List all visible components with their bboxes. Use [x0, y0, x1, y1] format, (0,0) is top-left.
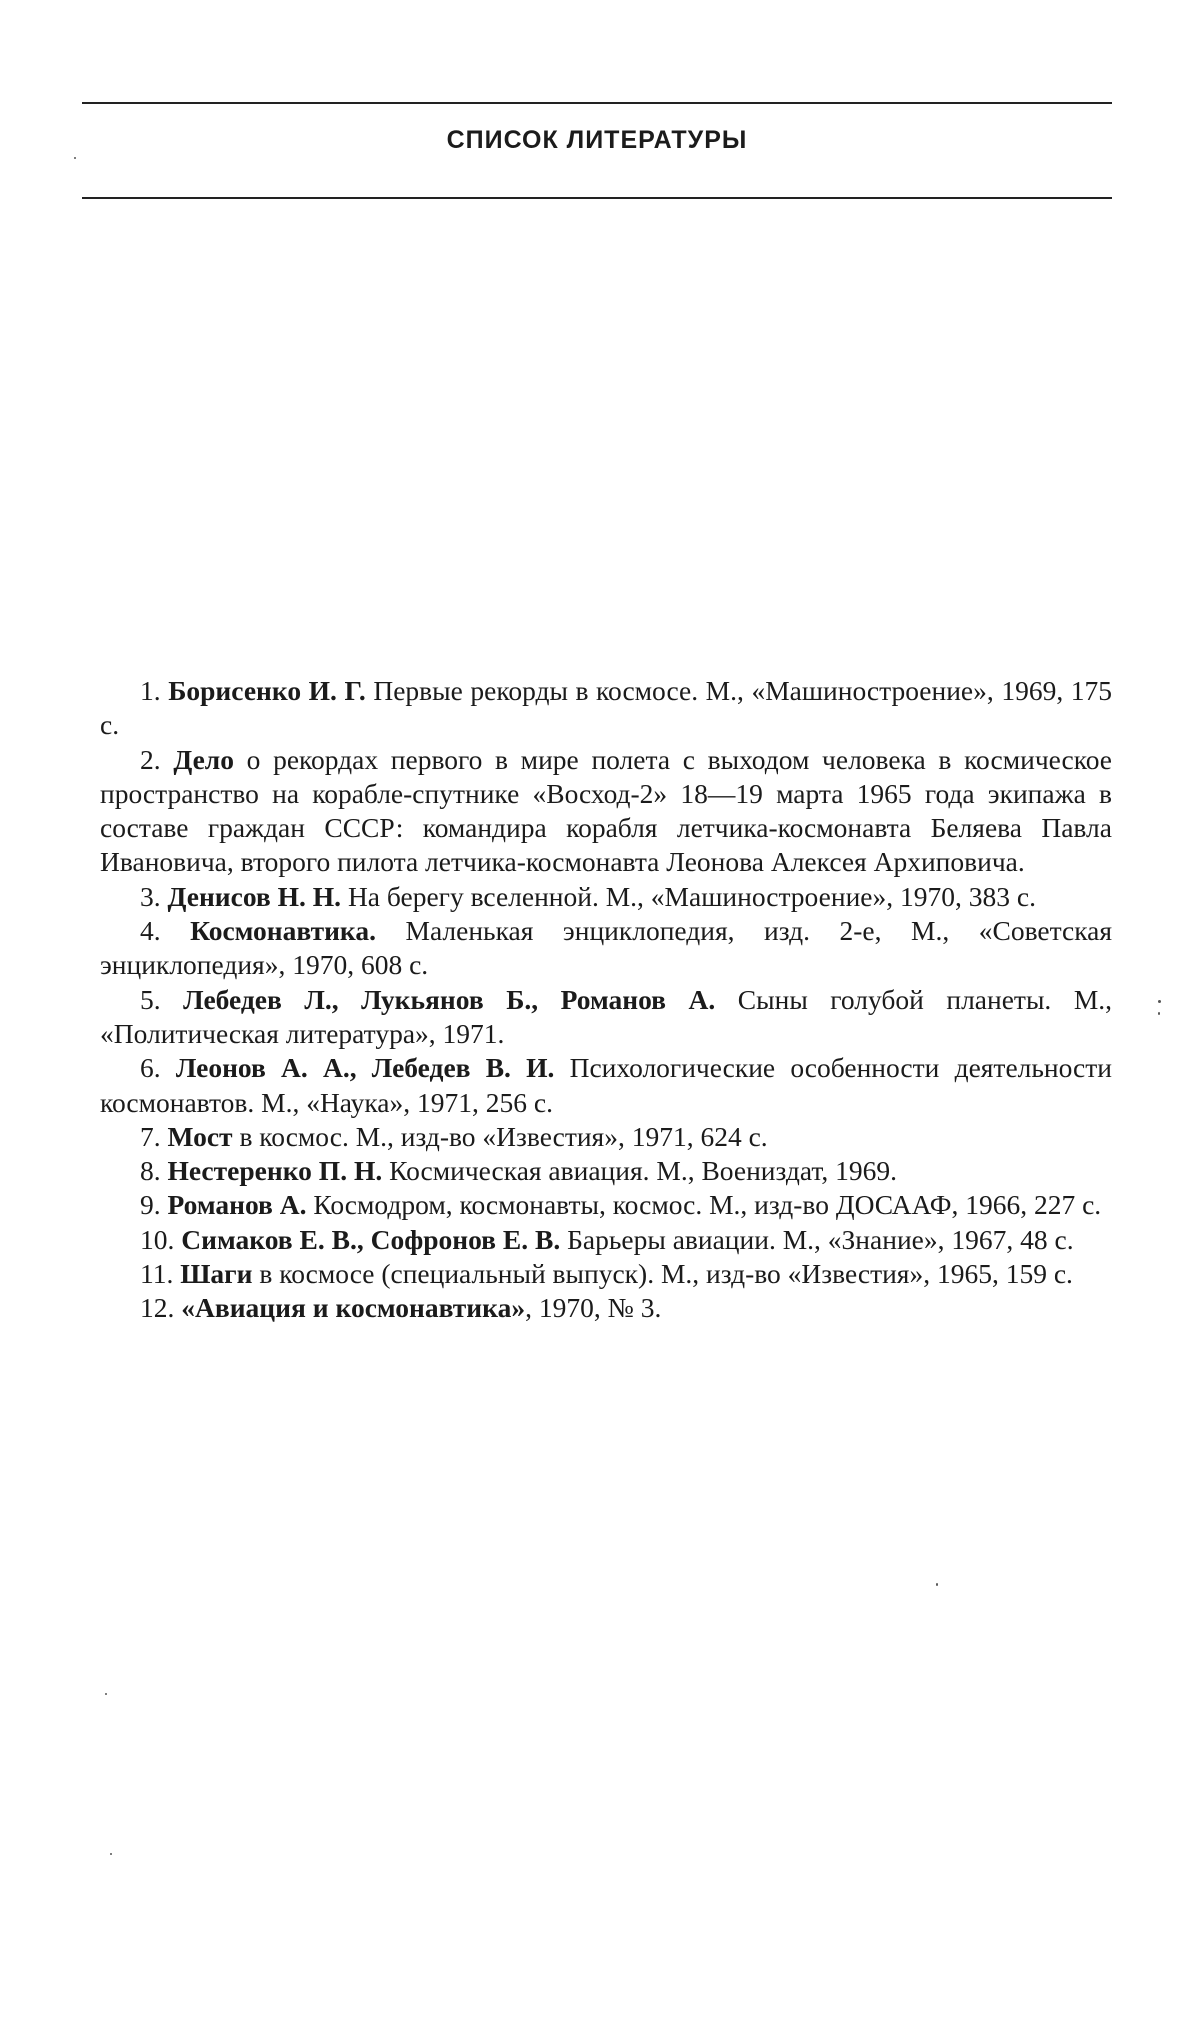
reference-author: Космонавтика. [190, 915, 376, 947]
reference-author: «Авиация и космонавтика» [181, 1292, 526, 1324]
reference-author: Шаги [180, 1258, 253, 1290]
scan-speck [110, 1853, 112, 1855]
reference-text: , 1970, № 3. [525, 1292, 662, 1324]
reference-number: 12. [140, 1292, 175, 1324]
reference-text: Космодром, космонавты, космос. М., изд-во ДОСААФ, 1966, 227 с. [306, 1189, 1102, 1221]
reference-text: в космосе (специальный выпуск). М., изд-во «Известия», 1965, 159 с. [252, 1258, 1073, 1290]
reference-number: 6. [140, 1052, 161, 1084]
reference-number: 8. [140, 1155, 161, 1187]
reference-number: 1. [140, 675, 161, 706]
reference-number: 11. [140, 1258, 174, 1290]
reference-author: Дело [173, 743, 234, 775]
reference-item [100, 1188, 1112, 1222]
reference-author: Романов А. [167, 1189, 307, 1221]
reference-number: 10. [140, 1223, 175, 1255]
reference-number: 9. [140, 1189, 161, 1221]
reference-text: Барьеры авиации. М., «Знание», 1967, 48 с. [560, 1223, 1074, 1255]
top-rule [82, 102, 1112, 104]
reference-item [100, 1257, 1112, 1291]
reference-item [100, 743, 1112, 880]
reference-item [100, 880, 1112, 914]
reference-author: Лебедев Л., Лукьянов Б., Романов А. [183, 983, 716, 1015]
scan-speck [1158, 1000, 1161, 1003]
scan-speck [105, 1693, 107, 1695]
reference-author: Мост [167, 1120, 233, 1152]
reference-author: Борисенко И. Г. [168, 675, 366, 706]
scan-speck [936, 1583, 938, 1586]
reference-item [100, 1051, 1112, 1120]
scan-speck [1158, 1012, 1160, 1015]
reference-author: Симаков Е. В., Софронов Е. В. [181, 1223, 561, 1255]
reference-item [100, 1120, 1112, 1154]
reference-text: Сыны голубой планеты. М., «Политическая литература», 1971. [100, 983, 1113, 1049]
reference-item [100, 1154, 1112, 1188]
reference-number: 2. [140, 743, 161, 775]
reference-item [100, 1223, 1112, 1257]
reference-number: 7. [140, 1120, 161, 1152]
reference-item [100, 674, 1112, 743]
reference-item [100, 983, 1112, 1052]
reference-text: Маленькая энциклопедия, изд. 2-е, М., «Советская энциклопедия», 1970, 608 с. [100, 915, 1112, 981]
reference-text: Психологические особенности деятельности космонавтов. М., «Наука», 1971, 256 с. [100, 1052, 1113, 1118]
reference-author: Денисов Н. Н. [167, 880, 342, 912]
reference-text: Космическая авиация. М., Воениздат, 1969. [382, 1155, 897, 1187]
scan-speck [74, 157, 76, 159]
reference-item [100, 1291, 1112, 1325]
reference-author: Нестеренко П. Н. [167, 1155, 383, 1187]
reference-list [100, 674, 1112, 1326]
reference-text: в космос. М., изд-во «Известия», 1971, 624 с. [232, 1120, 768, 1152]
bottom-rule [82, 197, 1112, 199]
reference-number: 5. [140, 983, 161, 1015]
reference-number: 3. [140, 880, 161, 912]
reference-item [100, 914, 1112, 983]
page-title: СПИСОК ЛИТЕРАТУРЫ [446, 126, 748, 154]
reference-number: 4. [140, 915, 161, 947]
reference-author: Леонов А. А., Лебедев В. И. [175, 1052, 555, 1084]
reference-text: На берегу вселенной. М., «Машиностроение», 1970, 383 с. [341, 880, 1036, 912]
reference-text: Первые рекорды в космосе. М., «Машиностроение», 1969, 175 с. [100, 675, 1113, 741]
reference-text: о рекордах первого в мире полета с выходом человека в космическое пространство на корабле-спутнике «Восход-2» 18—19 марта 1965 года экипажа в составе граждан СССР: командира корабля летчика-космонавта Беляева Павла Ивановича, второго пилота летчика-космонавта Леонова Алексея Архиповича. [100, 743, 1112, 878]
